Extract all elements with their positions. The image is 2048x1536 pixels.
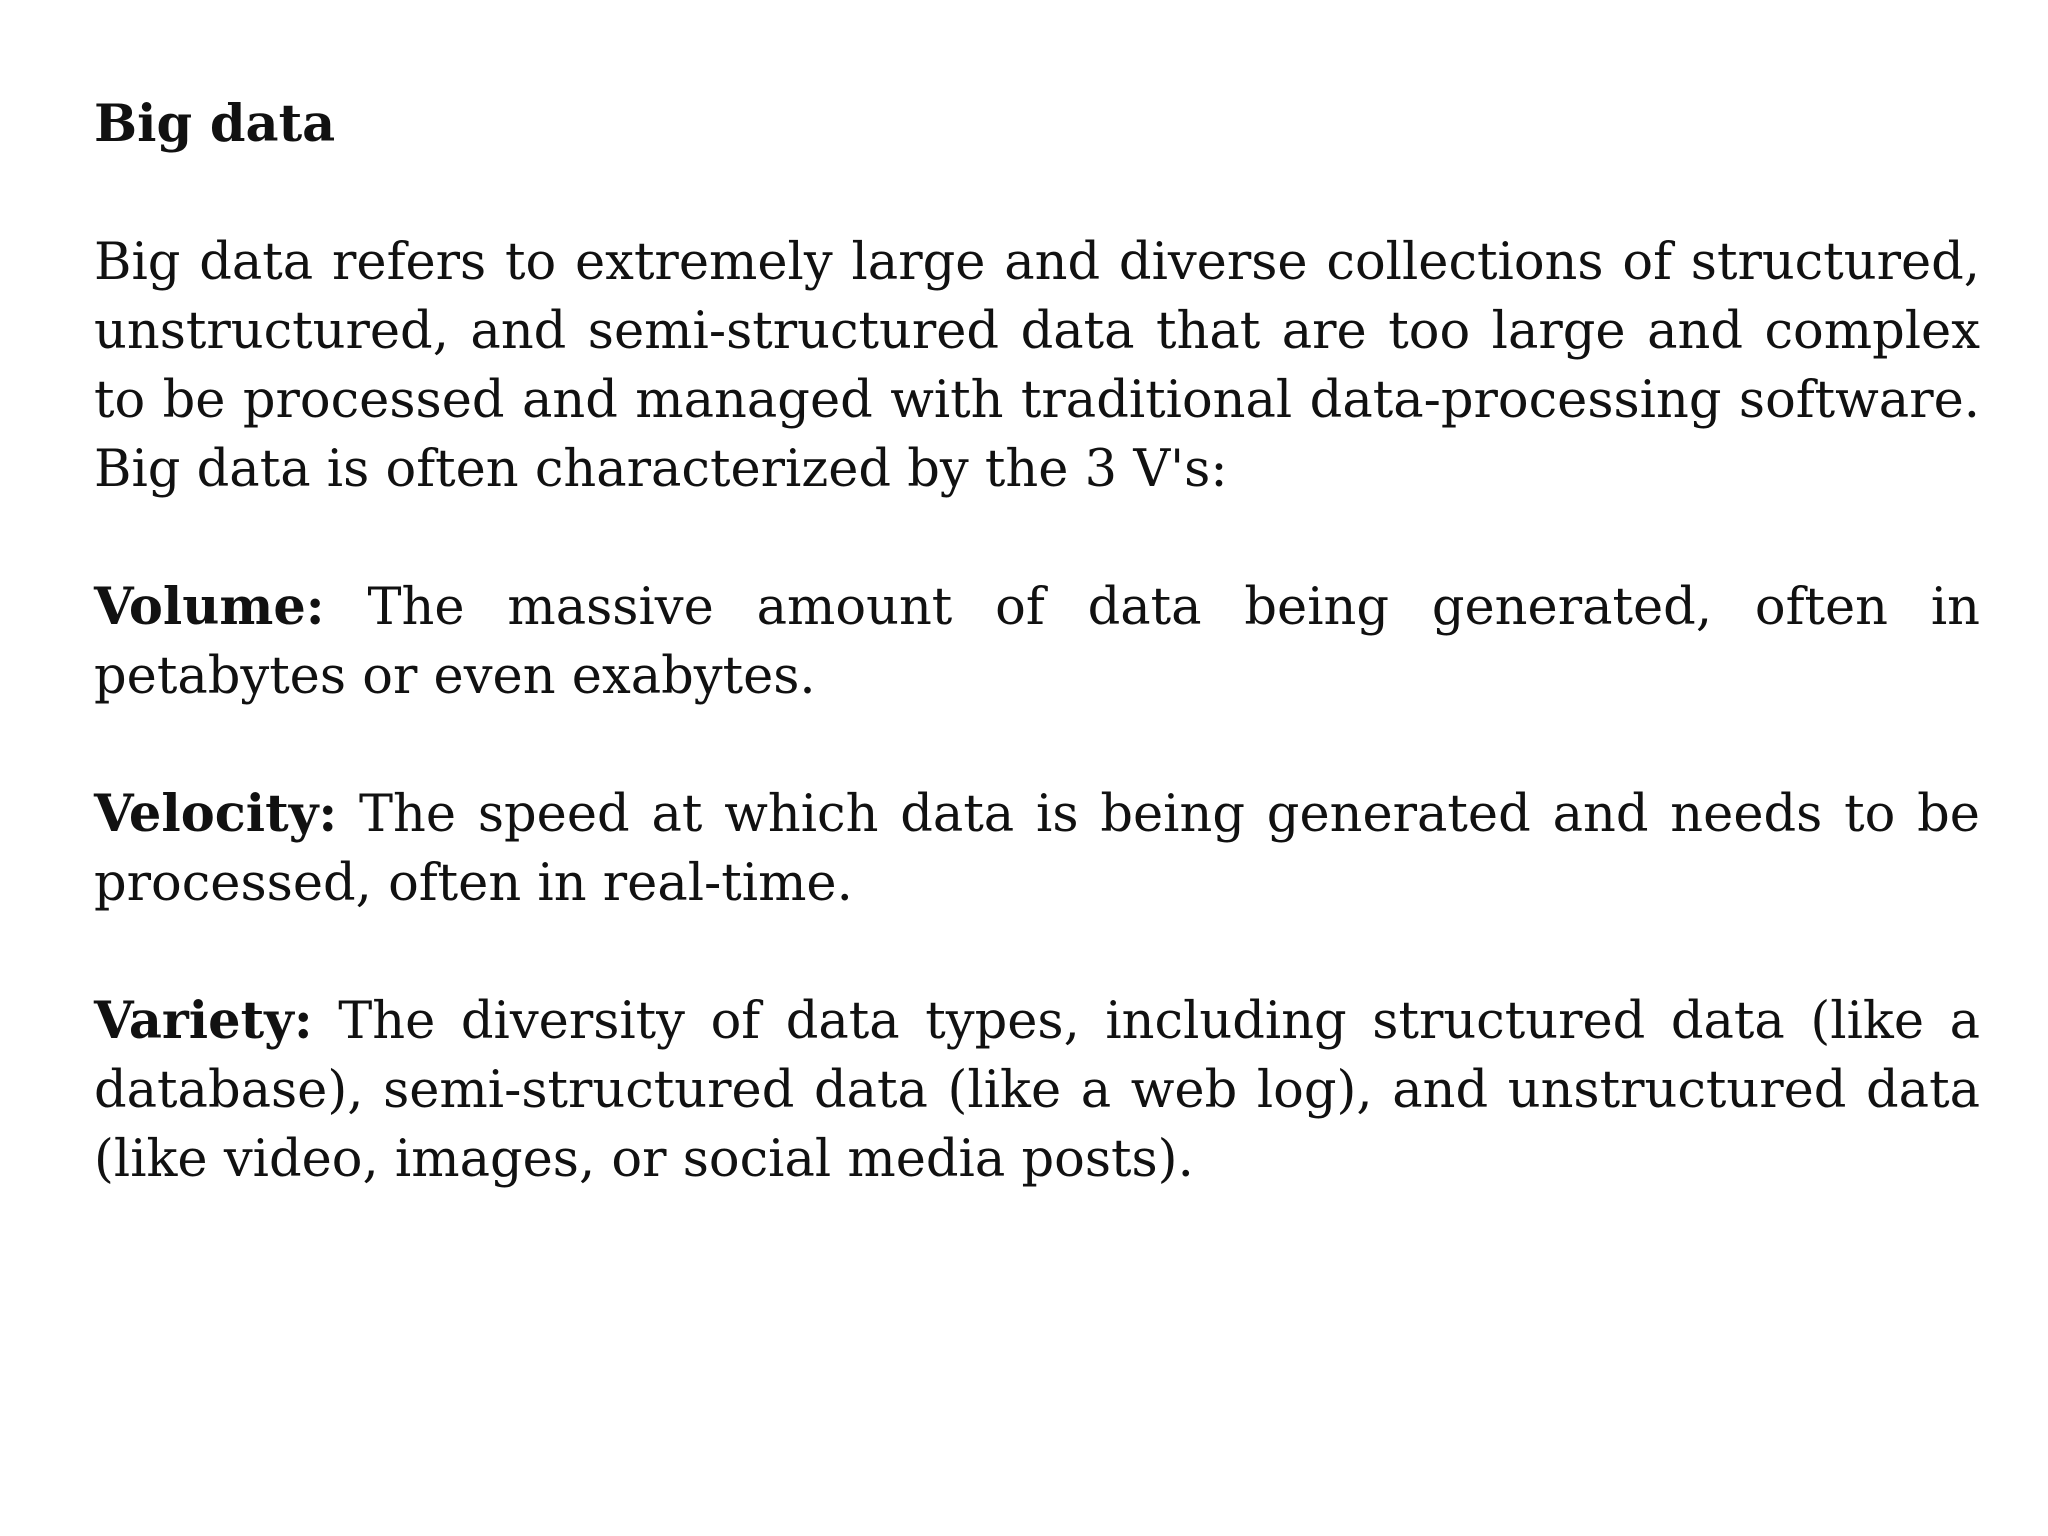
volume-paragraph <box>94 573 1980 711</box>
intro-paragraph: Big data refers to extremely large and diverse collections of structured, unstructured, and semi-structured data that are too large and complex to be processed and managed with traditional data-processing software. Big data is often characterized by the 3 V's: <box>94 233 1980 499</box>
volume-description: The massive amount of data being generated, often in petabytes or even exabytes. <box>94 578 1980 706</box>
velocity-term: Velocity: <box>94 784 338 844</box>
document-page <box>94 90 1980 1263</box>
variety-term: Variety: <box>94 991 313 1051</box>
variety-paragraph <box>94 987 1980 1194</box>
velocity-description: The speed at which data is being generated and needs to be processed, often in real-time. <box>94 785 1980 913</box>
volume-term: Volume: <box>94 577 325 637</box>
velocity-paragraph <box>94 780 1980 918</box>
variety-description: The diversity of data types, including structured data (like a database), semi-structured data (like a web log), and unstructured data (like video, images, or social media posts). <box>94 992 1980 1189</box>
document-title: Big data <box>94 94 336 154</box>
